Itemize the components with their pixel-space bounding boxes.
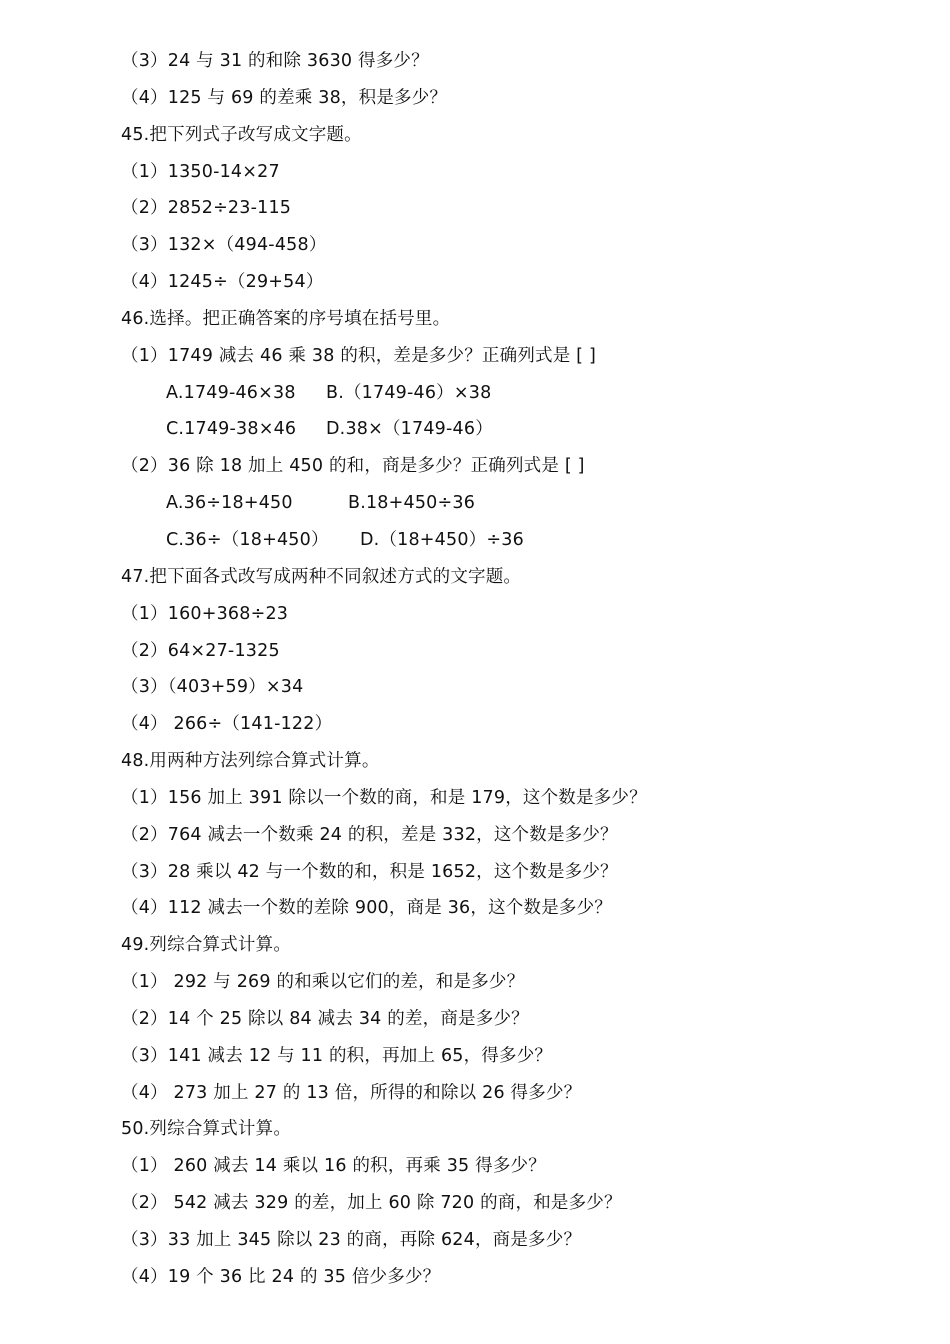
question-item: （3）28 乘以 42 与一个数的和，积是 1652，这个数是多少？ [121, 861, 618, 882]
question-item: （2） 542 减去 329 的差，加上 60 除 720 的商，和是多少？ [121, 1193, 622, 1214]
question-item: （2）764 减去一个数乘 24 的积，差是 332，这个数是多少？ [121, 824, 618, 845]
question-item: （2）36 除 18 加上 450 的和，商是多少？正确列式是 [ ] [121, 456, 585, 477]
question-item: （4）1245÷（29+54） [121, 272, 324, 293]
question-item: （4） 273 加上 27 的 13 倍，所得的和除以 26 得多少？ [121, 1082, 582, 1103]
question-item: （1）1749 减去 46 乘 38 的积，差是多少？正确列式是 [ ] [121, 345, 596, 366]
answer-option: A.36÷18+450 [166, 493, 293, 514]
question-item: （3）141 减去 12 与 11 的积，再加上 65，得多少？ [121, 1045, 553, 1066]
question-heading: 49.列综合算式计算。 [121, 935, 292, 956]
question-item: （3）33 加上 345 除以 23 的商，再除 624，商是多少？ [121, 1230, 582, 1250]
question-heading: 46.选择。把正确答案的序号填在括号里。 [121, 308, 451, 329]
question-item: （1）160+368÷23 [121, 603, 289, 624]
question-item: （3）24 与 31 的和除 3630 得多少？ [121, 51, 429, 71]
answer-options-row [0, 485, 950, 522]
question-item: （4）125 与 69 的差乘 38，积是多少？ [121, 87, 448, 108]
question-item: （3）132×（494-458） [121, 235, 327, 256]
answer-option: D.（18+450）÷36 [360, 529, 524, 550]
question-item: （2）2852÷23-115 [121, 198, 292, 219]
answer-option: B.（1749-46）×38 [326, 382, 492, 403]
answer-option: B.18+450÷36 [348, 493, 476, 514]
question-item: （4）19 个 36 比 24 的 35 倍少多少？ [121, 1266, 441, 1287]
question-item: （1） 292 与 269 的和乘以它们的差，和是多少？ [121, 972, 525, 993]
question-item: （2）64×27-1325 [121, 640, 280, 661]
question-heading: 47.把下面各式改写成两种不同叙述方式的文字题。 [121, 566, 522, 587]
answer-option: A.1749-46×38 [166, 382, 296, 403]
question-heading: 45.把下列式子改写成文字题。 [121, 124, 362, 145]
answer-options-row [0, 411, 950, 448]
question-item: （3）（403+59）×34 [121, 677, 304, 698]
answer-option: D.38×（1749-46） [326, 419, 493, 440]
answer-option: C.1749-38×46 [166, 419, 297, 440]
question-item: （4） 266÷（141-122） [121, 714, 333, 735]
question-heading: 50.列综合算式计算。 [121, 1119, 292, 1140]
worksheet-content [0, 43, 950, 1296]
question-item: （1） 260 减去 14 乘以 16 的积，再乘 35 得多少？ [121, 1156, 546, 1177]
question-heading: 48.用两种方法列综合算式计算。 [121, 751, 380, 772]
answer-option: C.36÷（18+450） [166, 529, 329, 550]
answer-options-row [0, 522, 950, 559]
question-item: （1）1350-14×27 [121, 161, 280, 182]
question-item: （4）112 减去一个数的差除 900，商是 36，这个数是多少？ [121, 898, 612, 919]
question-item: （2）14 个 25 除以 84 减去 34 的差，商是多少？ [121, 1008, 529, 1029]
answer-options-row [0, 375, 950, 412]
question-item: （1）156 加上 391 除以一个数的商，和是 179，这个数是多少？ [121, 787, 647, 808]
